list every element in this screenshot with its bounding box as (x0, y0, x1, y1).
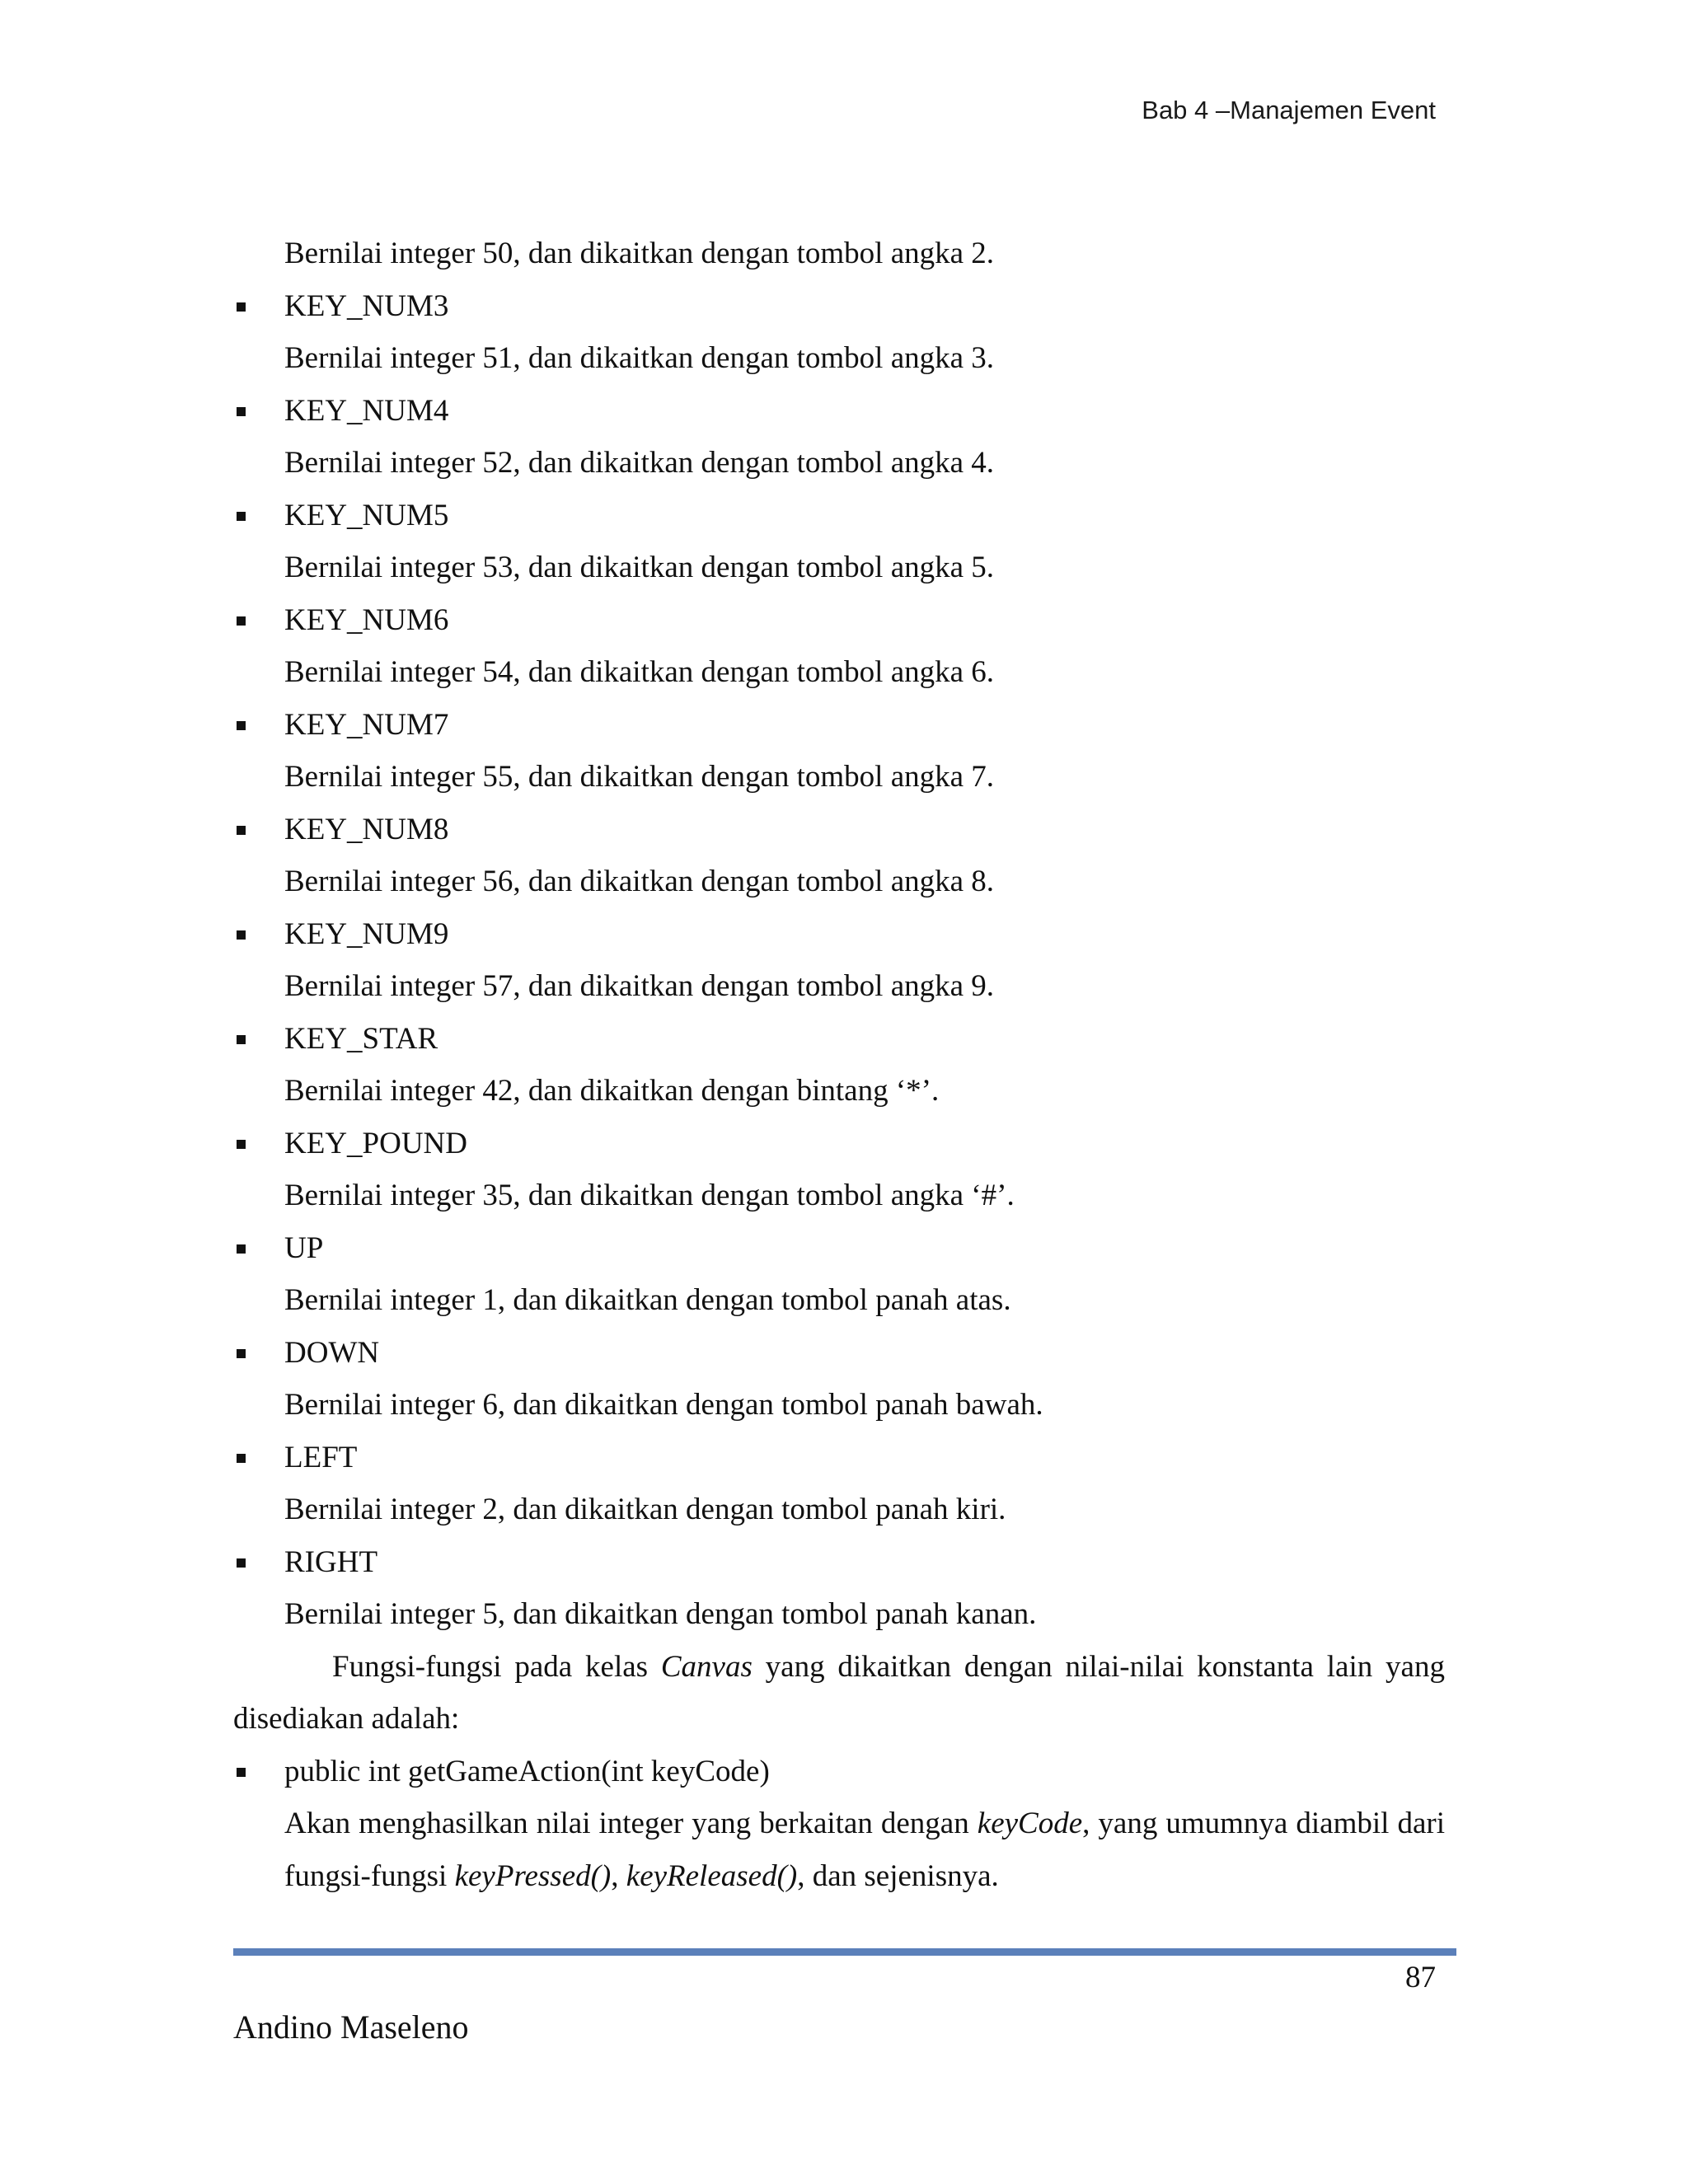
constant-description: Bernilai integer 2, dan dikaitkan dengan tombol panah kiri. (284, 1493, 1006, 1526)
constant-item (233, 1118, 1445, 1170)
function-item (233, 1746, 1445, 1798)
constant-item (233, 804, 1445, 856)
constant-item (233, 1432, 1445, 1484)
function-desc-text: , (611, 1858, 626, 1893)
bullet-icon (237, 616, 246, 626)
constant-item (233, 1536, 1445, 1589)
page-body (233, 227, 1445, 1902)
constant-item (233, 699, 1445, 752)
constant-description: Bernilai integer 53, dan dikaitkan dengan tombol angka 5. (284, 551, 995, 584)
bullet-icon (237, 930, 246, 940)
constant-item (233, 280, 1445, 333)
footer-rule (233, 1948, 1456, 1956)
constant-name: DOWN (284, 1335, 380, 1370)
function-desc-keypressed: keyPressed() (454, 1858, 612, 1893)
constant-item (233, 1222, 1445, 1275)
constant-item (233, 1013, 1445, 1066)
constant-description: Bernilai integer 55, dan dikaitkan dengan tombol angka 7. (284, 760, 995, 794)
constant-description: Bernilai integer 5, dan dikaitkan dengan tombol panah kanan. (284, 1597, 1037, 1631)
continued-description: Bernilai integer 50, dan dikaitkan dengan tombol angka 2. (284, 237, 995, 270)
constant-description: Bernilai integer 56, dan dikaitkan dengan tombol angka 8. (284, 865, 995, 898)
function-description (233, 1797, 1445, 1902)
constant-item (233, 490, 1445, 542)
bullet-icon (237, 1454, 246, 1463)
bullet-icon (237, 721, 246, 730)
constant-description: Bernilai integer 35, dan dikaitkan dengan tombol angka ‘#’. (284, 1179, 1015, 1212)
constant-name: KEY_NUM7 (284, 707, 449, 742)
bullet-icon (237, 1035, 246, 1044)
constants-list (233, 280, 1445, 1641)
constant-description: Bernilai integer 42, dan dikaitkan dengan bintang ‘*’. (284, 1074, 940, 1108)
constant-description: Bernilai integer 54, dan dikaitkan dengan tombol angka 6. (284, 655, 995, 689)
constant-item (233, 1327, 1445, 1380)
author-name: Andino Maseleno (233, 2008, 469, 2046)
bullet-icon (237, 826, 246, 835)
constant-name: KEY_POUND (284, 1126, 467, 1160)
bullet-icon (237, 512, 246, 521)
intro-paragraph (233, 1641, 1445, 1746)
bullet-icon (237, 1558, 246, 1568)
page-number: 87 (1405, 1961, 1436, 1994)
constant-description: Bernilai integer 51, dan dikaitkan dengan tombol angka 3. (284, 341, 995, 375)
function-signature: public int getGameAction(int keyCode) (284, 1754, 770, 1788)
bullet-icon (237, 302, 246, 312)
constant-item (233, 908, 1445, 961)
intro-text: Fungsi-fungsi pada kelas (332, 1649, 661, 1684)
constant-name: RIGHT (284, 1544, 378, 1579)
constant-name: KEY_NUM9 (284, 916, 449, 951)
constant-description: Bernilai integer 6, dan dikaitkan dengan tombol panah bawah. (284, 1388, 1043, 1422)
function-desc-text: , yang umumnya diambil dari fungsi-fungsi (284, 1807, 1445, 1893)
constant-description: Bernilai integer 52, dan dikaitkan dengan tombol angka 4. (284, 446, 995, 480)
function-desc-text: Akan menghasilkan nilai integer yang berkaitan dengan (284, 1807, 978, 1840)
function-desc-keycode: keyCode (977, 1807, 1083, 1840)
constant-item (233, 385, 1445, 438)
constant-description: Bernilai integer 57, dan dikaitkan dengan tombol angka 9. (284, 969, 995, 1003)
constant-name: KEY_STAR (284, 1021, 438, 1056)
constant-name: KEY_NUM5 (284, 498, 449, 532)
function-desc-keyreleased: keyReleased() (626, 1858, 798, 1893)
constant-name: KEY_NUM8 (284, 812, 449, 846)
running-header: Bab 4 –Manajemen Event (1142, 96, 1436, 124)
bullet-icon (237, 1768, 246, 1777)
constant-item (233, 594, 1445, 647)
intro-class-name: Canvas (660, 1649, 753, 1684)
constant-name: UP (284, 1230, 324, 1265)
constant-name: KEY_NUM4 (284, 393, 449, 428)
constant-name: KEY_NUM3 (284, 288, 449, 323)
constant-name: KEY_NUM6 (284, 602, 449, 637)
constant-name: LEFT (284, 1440, 358, 1474)
bullet-icon (237, 1349, 246, 1358)
bullet-icon (237, 407, 246, 416)
function-desc-text: , dan sejenisnya. (797, 1858, 999, 1893)
intro-text-end: yang dikaitkan dengan nilai-nilai konstanta lain yang disediakan adalah: (233, 1649, 1445, 1736)
bullet-icon (237, 1244, 246, 1254)
bullet-icon (237, 1140, 246, 1149)
constant-description: Bernilai integer 1, dan dikaitkan dengan tombol panah atas. (284, 1283, 1011, 1317)
